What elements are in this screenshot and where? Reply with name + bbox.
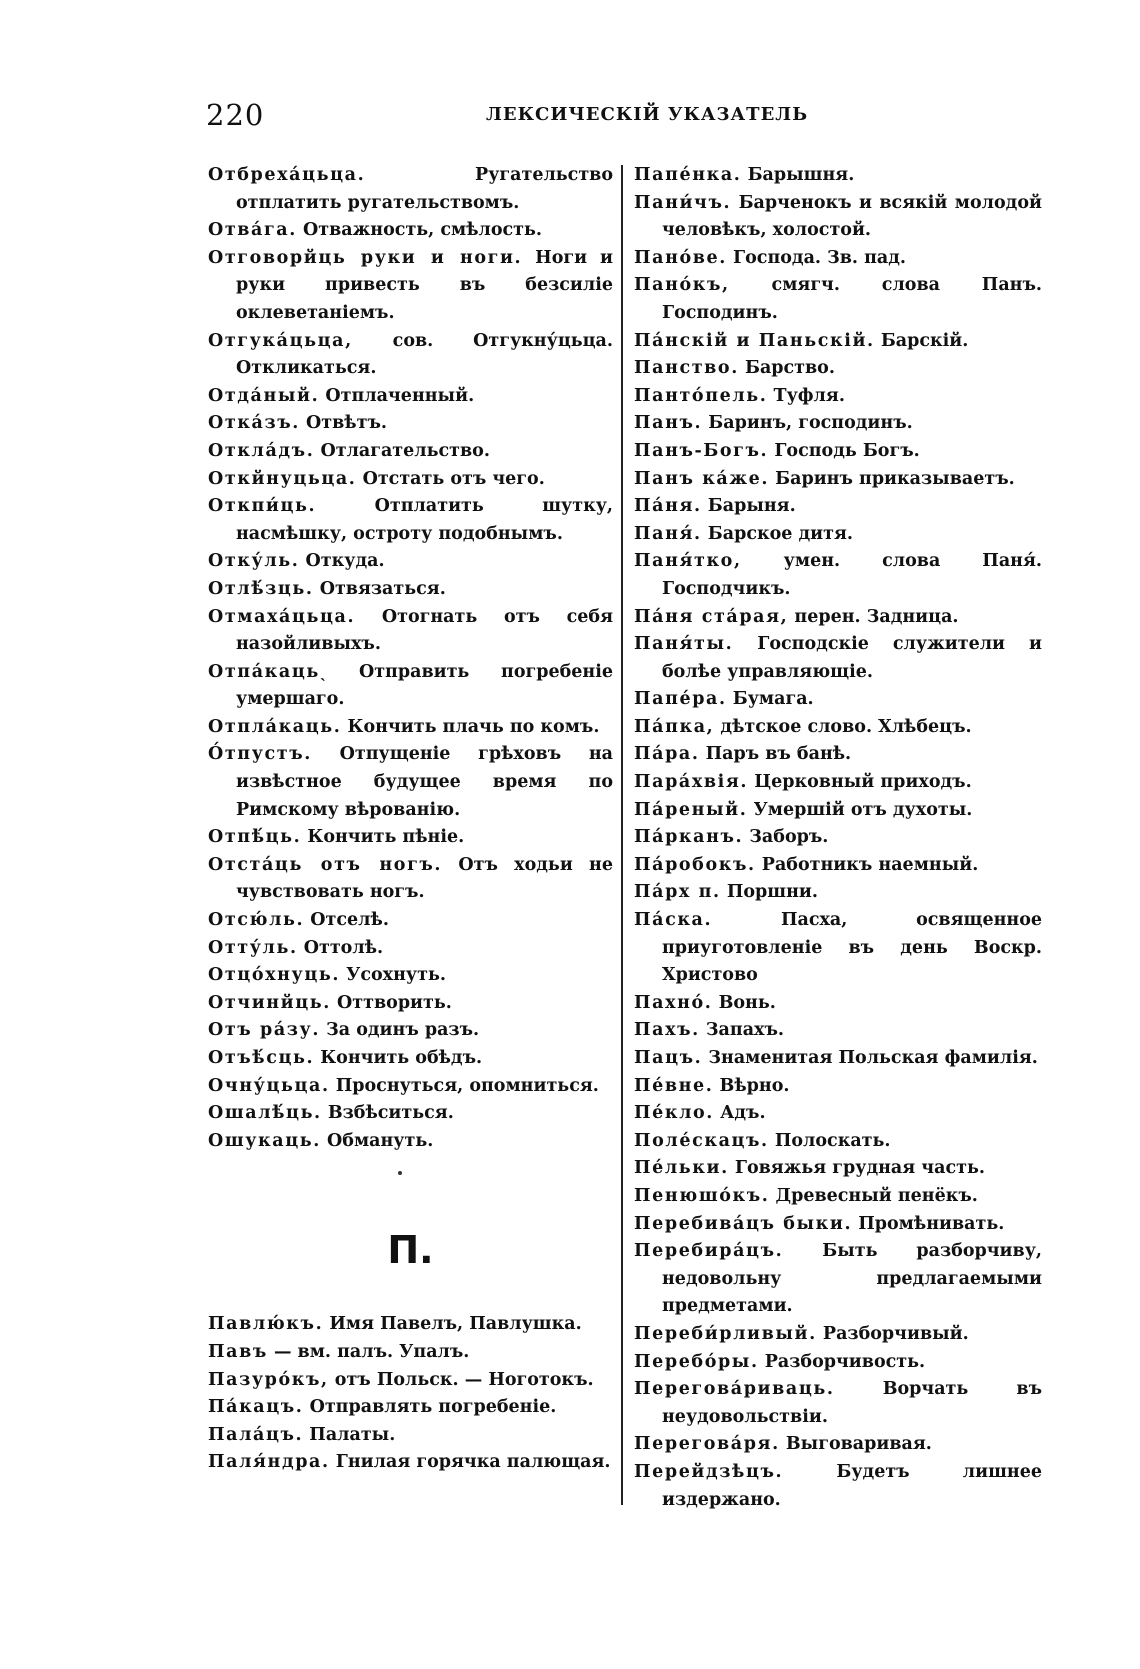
running-title: ЛЕКСИЧЕСКІЙ УКАЗАТЕЛЬ [486, 104, 809, 125]
entry-headword: Па́рканъ. [634, 827, 744, 848]
entry-definition: Проснуться, опомниться. [329, 1075, 599, 1096]
dictionary-entry [634, 162, 1042, 190]
entry-headword: Отъѣ́сць. [208, 1048, 315, 1068]
dictionary-entry [634, 1376, 1042, 1431]
entry-definition: Будетъ лишнее издержано. [662, 1461, 1042, 1510]
entry-definition: Ноги и руки привесть въ безсиліе оклеветаніемъ. [236, 247, 614, 323]
entry-definition: Быть разборчиву, недовольну предлагаемыми предметами. [662, 1241, 1042, 1317]
entry-definition: Кончить плачь по комъ. [341, 716, 600, 737]
entry-headword: Отту́ль. [208, 937, 298, 958]
entry-headword: Пани́чъ. [634, 192, 732, 213]
dictionary-entry [634, 466, 1042, 494]
entry-definition: Оттолѣ. [297, 937, 384, 958]
dictionary-entry [634, 907, 1042, 990]
entry-definition: Адъ. [714, 1103, 766, 1124]
dictionary-entry [208, 935, 613, 963]
dictionary-entry [208, 1100, 613, 1128]
entry-definition: Отстать отъ чего. [356, 468, 545, 489]
entry-definition: Вонь. [712, 992, 776, 1013]
dictionary-entry [208, 1339, 613, 1367]
entry-definition: Откуда. [299, 551, 385, 572]
dictionary-entry [208, 1422, 613, 1450]
entry-headword: Па́ра. [634, 744, 700, 765]
dictionary-entry [634, 631, 1042, 686]
entry-headword: Перегова́риваць. [634, 1379, 835, 1400]
dictionary-entry [208, 493, 613, 548]
entry-definition: Работникъ наемный. [755, 854, 979, 875]
entry-definition: Отправить погребеніе умершаго. [236, 661, 613, 710]
entry-definition: Говяжья грудная часть. [728, 1158, 985, 1179]
dictionary-entry [634, 769, 1042, 797]
entry-headword: Пахно́. [634, 992, 713, 1013]
entry-definition: Отважность, смѣлость. [296, 220, 542, 241]
entry-headword: Па́пка, [634, 716, 715, 737]
entry-definition: Палаты. [303, 1424, 396, 1445]
entry-headword: Павъ [208, 1341, 268, 1362]
dictionary-entry [208, 245, 613, 328]
entry-definition: Баринъ, господинъ. [702, 413, 913, 434]
entry-definition: сов. Отгукну́цьца. Откликаться. [236, 330, 613, 379]
dictionary-entry [634, 879, 1042, 907]
entry-definition: Заборъ. [743, 827, 829, 848]
entry-definition: Барченокъ и всякій молодой человѣкъ, холостой. [662, 192, 1042, 241]
entry-definition: дѣтское слово. Хлѣбецъ. [714, 716, 972, 737]
entry-headword: Ошалѣ́ць. [208, 1103, 322, 1124]
dictionary-entry [208, 410, 613, 438]
dictionary-entry [634, 714, 1042, 742]
entry-headword: Очну́цьца. [208, 1075, 330, 1096]
entry-headword: Панъ-Богъ. [634, 440, 769, 461]
section-letter: П. [387, 1228, 434, 1273]
dictionary-entry [208, 604, 613, 659]
entry-headword: Откйнуцьца. [208, 468, 357, 489]
dictionary-entry [634, 438, 1042, 466]
dictionary-entry [634, 272, 1042, 327]
entry-headword: Пала́цъ. [208, 1424, 304, 1445]
entry-headword: Пе́кло. [634, 1103, 715, 1124]
dictionary-entry [634, 604, 1042, 632]
right-column [634, 162, 1042, 1514]
dictionary-entry [634, 1155, 1042, 1183]
entry-headword: Отгука́цьца, [208, 330, 353, 351]
dictionary-entry [634, 1128, 1042, 1156]
dictionary-entry [208, 1449, 613, 1477]
entry-headword: Панто́пель. [634, 385, 768, 406]
entry-headword: Отку́ль. [208, 551, 300, 572]
left-column [208, 162, 613, 1477]
dictionary-entry [208, 1073, 613, 1101]
dictionary-entry [634, 493, 1042, 521]
dictionary-entry [634, 852, 1042, 880]
section-break [208, 1155, 613, 1217]
entry-definition: Церковный приходъ. [748, 772, 972, 793]
entry-headword: Отпа́кацьˎ [208, 661, 328, 682]
entry-definition: Знаменитая Польская фамилія. [702, 1048, 1038, 1068]
entry-headword: Па́робокъ. [634, 854, 756, 875]
entry-headword: Пазуро́къ, [208, 1369, 329, 1390]
entry-definition: Ворчать въ неудовольствіи. [662, 1379, 1042, 1427]
entry-definition: Кончить пѣніе. [301, 827, 465, 848]
entry-definition: Баринъ приказываетъ. [769, 468, 1015, 489]
entry-definition: Вѣрно. [713, 1075, 790, 1096]
entry-headword: Па́ня. [634, 496, 702, 517]
entry-headword: Пара́хвія. [634, 772, 749, 793]
dictionary-entry [634, 383, 1042, 411]
dictionary-entry [634, 328, 1042, 356]
entry-definition: Умершій отъ духоты. [747, 799, 973, 820]
entry-headword: Отка́зъ. [208, 413, 300, 434]
dictionary-entry [634, 1459, 1042, 1514]
dictionary-entry [208, 741, 613, 824]
entry-headword: Паня́ты. [634, 634, 734, 655]
entry-headword: Павлю́къ. [208, 1314, 324, 1335]
entry-definition: Отплатить шутку, насмѣшку, остроту подобнымъ. [236, 496, 613, 544]
entry-definition: Отлагательство. [314, 440, 490, 461]
entry-headword: Па́кацъ. [208, 1397, 304, 1418]
column-divider [621, 165, 623, 1505]
entry-definition: Отъ ходьи не чувствовать ногъ. [236, 854, 613, 903]
dictionary-entry [634, 824, 1042, 852]
dictionary-entry [208, 659, 613, 714]
dictionary-entry [208, 1017, 613, 1045]
entry-headword: Папе́нка. [634, 165, 742, 185]
entry-definition: Туфля. [767, 385, 845, 406]
entry-headword: Пано́къ, [634, 275, 730, 296]
entry-definition: Кончить обѣдъ. [314, 1048, 483, 1068]
entry-definition: Разборчивый. [816, 1323, 969, 1344]
dictionary-entry [208, 824, 613, 852]
entry-definition: Оттворить. [330, 992, 452, 1013]
page-number: 220 [206, 98, 265, 132]
entry-definition: Господь Богъ. [768, 440, 920, 461]
entry-definition: Разборчивость. [758, 1351, 926, 1372]
right-entry-list [634, 162, 1042, 1514]
entry-definition: Барство. [738, 358, 835, 379]
entry-definition: За одинъ разъ. [320, 1020, 480, 1041]
dictionary-entry [208, 852, 613, 907]
entry-definition: Отплаченный. [319, 385, 475, 406]
entry-headword: Отчинйць. [208, 992, 331, 1013]
dictionary-entry [208, 1394, 613, 1422]
entry-definition: Паръ въ банѣ. [699, 744, 852, 765]
dictionary-entry [634, 797, 1042, 825]
entry-definition: Барскій. [874, 330, 969, 351]
entry-headword: Отпѣ́ць. [208, 827, 302, 848]
dictionary-entry [208, 1367, 613, 1395]
dictionary-entry [208, 217, 613, 245]
dictionary-entry [208, 962, 613, 990]
entry-definition: Отогнать отъ себя назойливыхъ. [236, 606, 613, 655]
entry-headword: Отъ ра́зу. [208, 1020, 321, 1041]
entry-headword: Поле́скацъ. [634, 1130, 769, 1151]
entry-definition: Гнилая горячка палющая. [329, 1452, 611, 1473]
entry-headword: Панъ ка́же. [634, 468, 770, 489]
entry-headword: О́тпустъ. [208, 744, 312, 765]
left-entry-list [208, 162, 613, 1155]
entry-definition: Господа. Зв. пад. [726, 247, 906, 268]
entry-headword: Паня́. [634, 523, 702, 544]
dictionary-entry [634, 1100, 1042, 1128]
entry-headword: Па́рх п. [634, 882, 721, 903]
entry-headword: Пано́ве. [634, 247, 727, 268]
dictionary-entry [208, 466, 613, 494]
dictionary-entry [634, 1238, 1042, 1321]
entry-headword: Откла́дъ. [208, 440, 315, 461]
dictionary-entry [208, 1045, 613, 1073]
entry-definition: Отправлять погребеніе. [303, 1397, 557, 1418]
entry-headword: Ошукаць. [208, 1130, 321, 1151]
entry-headword: Паня́тко, [634, 551, 742, 572]
dictionary-entry [634, 410, 1042, 438]
entry-headword: Пенюшо́къ. [634, 1185, 770, 1206]
dictionary-entry [208, 907, 613, 935]
entry-headword: Перейдзѣцъ. [634, 1461, 784, 1482]
entry-definition: Отпущеніе грѣховъ на извѣстное будущее время по Римскому вѣрованію. [236, 744, 613, 820]
entry-headword: Папе́ра. [634, 689, 727, 710]
entry-definition: Отвѣтъ. [299, 413, 387, 434]
left-entry-list-p [208, 1311, 613, 1477]
entry-definition: Бумага. [726, 689, 814, 710]
entry-headword: Отговорйць руки и ноги. [208, 247, 523, 268]
entry-headword: Па́нскій и Паньскій. [634, 330, 875, 351]
dictionary-entry [208, 1128, 613, 1156]
entry-definition: Ругательство отплатить ругательствомъ. [236, 165, 613, 213]
entry-headword: Панъ. [634, 413, 703, 434]
entry-definition: Промѣнивать. [852, 1213, 1005, 1234]
entry-definition: Запахъ. [699, 1020, 784, 1041]
dictionary-entry [634, 686, 1042, 714]
entry-headword: Панство. [634, 358, 739, 379]
dictionary-entry [208, 714, 613, 742]
dictionary-entry [634, 521, 1042, 549]
page-header [206, 98, 1036, 138]
dictionary-entry [634, 355, 1042, 383]
entry-definition: Господскіе служители и болѣе управляющіе. [662, 634, 1042, 682]
entry-headword: Отмаха́цьца. [208, 606, 356, 627]
dictionary-entry [208, 576, 613, 604]
entry-definition: Барыня. [701, 496, 796, 517]
entry-definition: Полоскать. [768, 1130, 891, 1151]
entry-definition: смягч. слова Панъ. Господинъ. [662, 275, 1042, 323]
entry-headword: Па́реный. [634, 799, 748, 820]
dictionary-entry [634, 1073, 1042, 1101]
dictionary-entry [208, 1311, 613, 1339]
entry-definition: Обмануть. [320, 1130, 434, 1151]
entry-headword: Па́ска. [634, 910, 713, 931]
dictionary-entry [208, 383, 613, 411]
entry-definition: Отвязаться. [313, 578, 446, 599]
entry-definition: — вм. палъ. Упалъ. [267, 1341, 470, 1362]
dictionary-entry [208, 548, 613, 576]
dictionary-entry [634, 1431, 1042, 1459]
entry-headword: Пахъ. [634, 1020, 700, 1041]
entry-headword: Паля́ндра. [208, 1452, 330, 1473]
dictionary-entry [208, 328, 613, 383]
entry-headword: Пе́льки. [634, 1158, 729, 1179]
dictionary-entry [634, 548, 1042, 603]
entry-headword: Отсю́ль. [208, 910, 305, 931]
dictionary-entry [208, 162, 613, 217]
entry-headword: Отлѣ́зць. [208, 578, 314, 599]
entry-headword: Отпла́каць. [208, 716, 342, 737]
dictionary-entry [634, 1321, 1042, 1349]
entry-headword: Отва́га. [208, 220, 297, 241]
entry-definition: умен. слова Паня́. Господчикъ. [662, 551, 1042, 599]
entry-headword: Перегова́ря. [634, 1434, 780, 1455]
entry-definition: Взбѣситься. [321, 1103, 454, 1124]
entry-headword: Перебива́цъ быки. [634, 1213, 853, 1234]
dictionary-entry [634, 741, 1042, 769]
dictionary-entry [634, 1045, 1042, 1073]
entry-headword: Отста́ць отъ ногъ. [208, 854, 443, 875]
entry-headword: Переби́рливый. [634, 1323, 817, 1344]
entry-definition: Усохнуть. [340, 965, 446, 986]
entry-definition: Барышня. [741, 165, 855, 185]
entry-definition: Отселѣ. [304, 910, 389, 931]
dictionary-entry [634, 1349, 1042, 1377]
dictionary-entry [634, 245, 1042, 273]
entry-headword: Отцо́хнуць. [208, 965, 341, 986]
entry-definition: перен. Задница. [788, 606, 959, 627]
entry-headword: Пацъ. [634, 1048, 703, 1068]
dictionary-entry [634, 1183, 1042, 1211]
dictionary-entry [634, 1017, 1042, 1045]
dictionary-entry [634, 190, 1042, 245]
entry-headword: Перебо́ры. [634, 1351, 759, 1372]
entry-definition: Пасха, освященное приуготовленіе въ день Воскр. Христово [662, 910, 1042, 986]
entry-definition: отъ Польск. — Ноготокъ. [328, 1369, 594, 1390]
ornament-dot [398, 1171, 402, 1175]
entry-definition: Барское дитя. [701, 523, 854, 544]
entry-headword: Откпи́ць. [208, 496, 317, 517]
entry-headword: Пе́вне. [634, 1075, 714, 1096]
entry-definition: Выговаривая. [779, 1434, 932, 1455]
entry-headword: Па́ня ста́рая, [634, 606, 789, 627]
entry-definition: Древесный пенёкъ. [769, 1185, 978, 1206]
dictionary-entry [208, 990, 613, 1018]
entry-headword: Отда́ный. [208, 385, 320, 406]
dictionary-entry [208, 438, 613, 466]
entry-definition: Поршни. [720, 882, 818, 903]
entry-headword: Отбреха́цьца. [208, 165, 366, 185]
entry-definition: Имя Павелъ, Павлушка. [323, 1314, 582, 1335]
entry-headword: Перебира́цъ. [634, 1241, 784, 1262]
dictionary-entry [634, 990, 1042, 1018]
dictionary-entry [634, 1211, 1042, 1239]
